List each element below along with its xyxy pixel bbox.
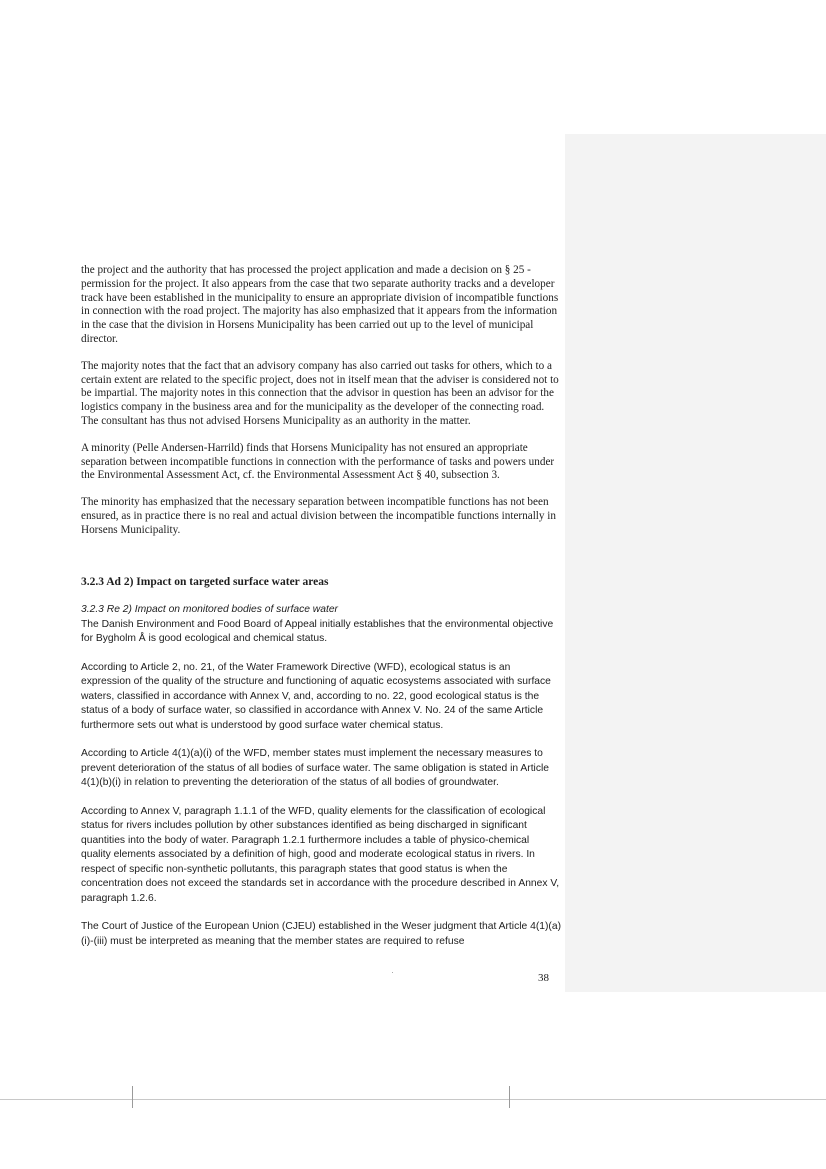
body-text-upper	[81, 264, 561, 538]
paragraph-4: The minority has emphasized that the necessary separation between incompatible functions has not been ensured, as in practice there is no real and actual division between the incompatible functions internally in Horsens Municipality.	[81, 496, 556, 536]
section-paragraph-4: According to Annex V, paragraph 1.1.1 of the WFD, quality elements for the classification of ecological status for rivers includes pollution by other substances identified as being discharged in significant quantities into the body of water. Paragraph 1.2.1 furthermore includes a table of physico-chemical quality elements associated by a definition of high, good and moderate ecological status in rivers. In respect of specific non-synthetic pollutants, this paragraph states that good status is when the concentration does not exceed the standards set in accordance with the procedure described in Annex V, paragraph 1.2.6.	[81, 805, 560, 904]
section-paragraph-1: The Danish Environment and Food Board of Appeal initially establishes that the environmental objective for Bygholm Å is good ecological and chemical status.	[81, 618, 554, 644]
scan-fold-line	[0, 1099, 826, 1100]
body-text-lower	[81, 603, 561, 949]
page-number: 38	[538, 972, 549, 984]
paragraph-2: The majority notes that the fact that an advisory company has also carried out tasks for others, which to a certain extent are related to the specific project, does not in itself mean that the adviser is considered not to be impartial. The majority notes in this connection that the advisor in question has been an advisor for the logistics company in the business area and for the municipality as the developer of the connecting road. The consultant has thus not advised Horsens Municipality as an authority in the matter.	[81, 359, 559, 427]
section-paragraph-3: According to Article 4(1)(a)(i) of the WFD, member states must implement the necessary measures to prevent deterioration of the status of all bodies of surface water. The same obligation is stated in Article 4(1)(b)(i) in relation to preventing the deterioration of the status of all bodies of groundwater.	[81, 748, 550, 788]
paragraph-3: A minority (Pelle Andersen-Harrild) finds that Horsens Municipality has not ensured an appropriate separation between incompatible functions in connection with the performance of tasks and powers under the Environmental Assessment Act, cf. the Environmental Assessment Act § 40, subsection 3.	[81, 441, 555, 482]
section-paragraph-2: According to Article 2, no. 21, of the Water Framework Directive (WFD), ecological status is an expression of the quality of the structure and functioning of aquatic ecosystems associated with surface waters, classified in accordance with Annex V, and, according to no. 22, good ecological status is the status of a body of surface water, so classified in accordance with Annex V. No. 24 of the same Article furthermore sets out what is understood by good surface water chemical status.	[81, 661, 551, 731]
scan-speck	[392, 972, 393, 973]
paragraph-1: the project and the authority that has processed the project application and made a decision on § 25 - permission for the project. It also appears from the case that two separate authority tracks and a developer track have been established in the municipality to ensure an appropriate division of incompatible functions in connection with the road project. The majority has also emphasized that it appears from the information in the case that the division in Horsens Municipality has been carried out up to the level of municipal director.	[81, 264, 559, 345]
section-paragraph-5: The Court of Justice of the European Union (CJEU) established in the Weser judgment that Article 4(1)(a)(i)-(iii) must be interpreted as meaning that the member states are required to refuse	[81, 921, 561, 947]
section-subheading: 3.2.3 Re 2) Impact on monitored bodies of surface water	[81, 604, 338, 615]
section-heading: 3.2.3 Ad 2) Impact on targeted surface water areas	[81, 576, 329, 588]
scan-tick-right	[509, 1086, 510, 1108]
scan-tick-left	[132, 1086, 133, 1108]
margin-shading	[565, 134, 826, 992]
